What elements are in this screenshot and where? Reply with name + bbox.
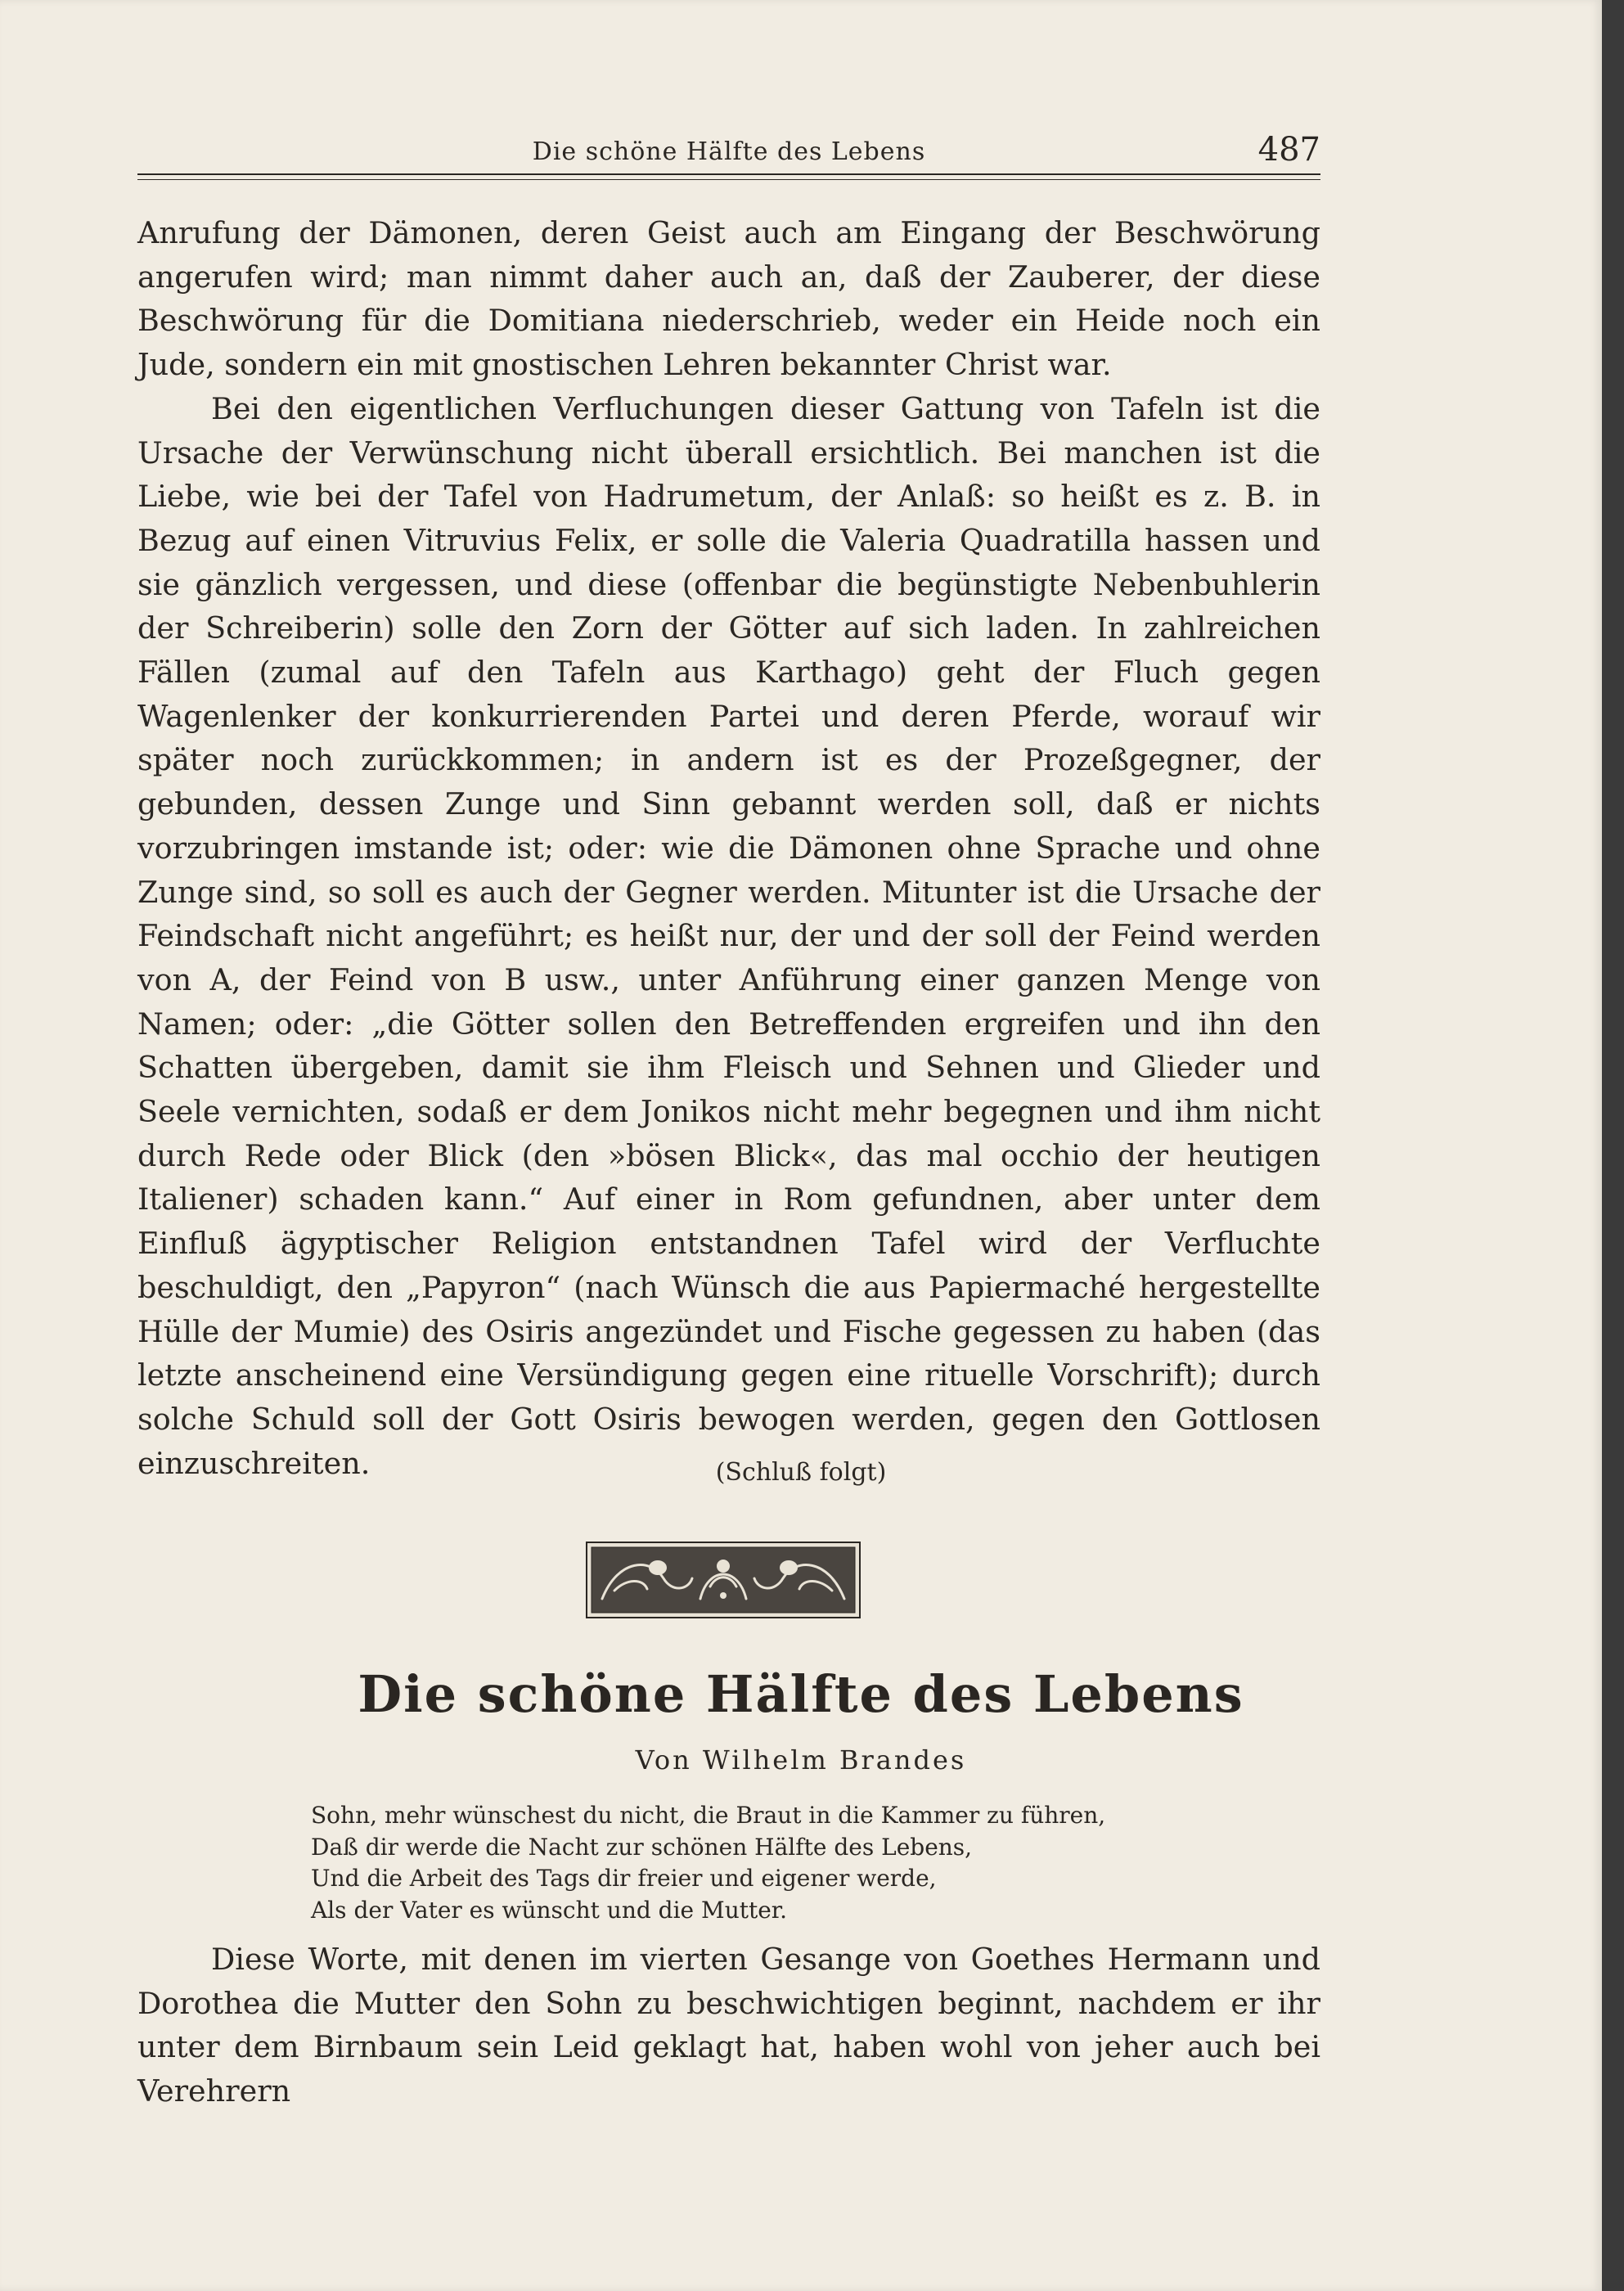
continuation-note: (Schluß folgt)	[715, 1458, 887, 1487]
verse-line: Daß dir werde die Nacht zur schönen Hälfte des Lebens,	[311, 1833, 973, 1861]
continued-article-text	[137, 211, 1320, 1485]
article-byline: Von Wilhelm Brandes	[635, 1744, 967, 1776]
verse-line: Sohn, mehr wünschest du nicht, die Braut in die Kammer zu führen,	[311, 1802, 1106, 1829]
header-rule-thin	[137, 179, 1320, 180]
verse-line: Als der Vater es wünscht und die Mutter.	[311, 1896, 788, 1924]
scan-border	[1602, 0, 1624, 2291]
epigraph-quote	[311, 1800, 1293, 1926]
running-title: Die schöne Hälfte des Lebens	[532, 137, 926, 166]
decorative-vignette-icon	[586, 1542, 861, 1618]
verse-line: Und die Arbeit des Tags dir freier und eigener werde,	[311, 1865, 937, 1892]
header-rule	[137, 173, 1320, 175]
running-head	[137, 131, 1320, 177]
paragraph: Anrufung der Dämonen, deren Geist auch am Eingang der Beschwörung angerufen wird; man nimmt daher auch an, daß der Zauberer, der diese Beschwörung für die Domitiana niederschrieb, weder ein Heide noch ein Jude, sondern ein mit gnostischen Lehren bekannter Christ war.	[137, 215, 1320, 383]
paragraph: Diese Worte, mit denen im vierten Gesange von Goethes Hermann und Dorothea die Mutter den Sohn zu beschwichtigen beginnt, nachdem er ihr unter dem Birnbaum sein Leid geklagt hat, haben wohl von jeher auch bei Verehrern	[137, 1942, 1320, 2109]
page-number: 487	[1257, 131, 1320, 169]
article-opening-text	[137, 1938, 1320, 2113]
article-title: Die schöne Hälfte des Lebens	[358, 1664, 1244, 1724]
paragraph: Bei den eigentlichen Verfluchungen dieser Gattung von Tafeln ist die Ursache der Verwünschung nicht überall ersichtlich. Bei manchen ist die Liebe, wie bei der Tafel von Hadrumetum, der Anlaß: so heißt es z. B. in Bezug auf einen Vitruvius Felix, er solle die Valeria Quadratilla hassen und sie gänzlich vergessen, und diese (offenbar die begünstigte Nebenbuhlerin der Schreiberin) solle den Zorn der Götter auf sich laden. In zahlreichen Fällen (zumal auf den Tafeln aus Karthago) geht der Fluch gegen Wagenlenker der konkurrierenden Partei und deren Pferde, worauf wir später noch zurückkommen; in andern ist es der Prozeßgegner, der gebunden, dessen Zunge und Sinn gebannt werden soll, daß er nichts vorzubringen imstande ist; oder: wie die Dämonen ohne Sprache und ohne Zunge sind, so soll es auch der Gegner werden. Mitunter ist die Ursache der Feindschaft nicht angeführt; es heißt nur, der und der soll der Feind werden von A, der Feind von B usw., unter Anführung einer ganzen Menge von Namen; oder: „die Götter sollen den Betreffenden ergreifen und ihn den Schatten übergeben, damit sie ihm Fleisch und Sehnen und Glieder und Seele vernichten, sodaß er dem Jonikos nicht mehr begegnen und ihm nicht durch Rede oder Blick (den »bösen Blick«, das mal occhio der heutigen Italiener) schaden kann.“ Auf einer in Rom gefundnen, aber unter dem Einfluß ägyptischer Religion entstandnen Tafel wird der Verfluchte beschuldigt, den „Papyron“ (nach Wünsch die aus Papiermaché hergestellte Hülle der Mumie) des Osiris angezündet und Fische gegessen zu haben (das letzte anscheinend eine Versündigung gegen eine rituelle Vorschrift); durch solche Schuld soll der Gott Osiris bewogen werden, gegen den Gottlosen einzuschreiten.	[137, 390, 1320, 1481]
